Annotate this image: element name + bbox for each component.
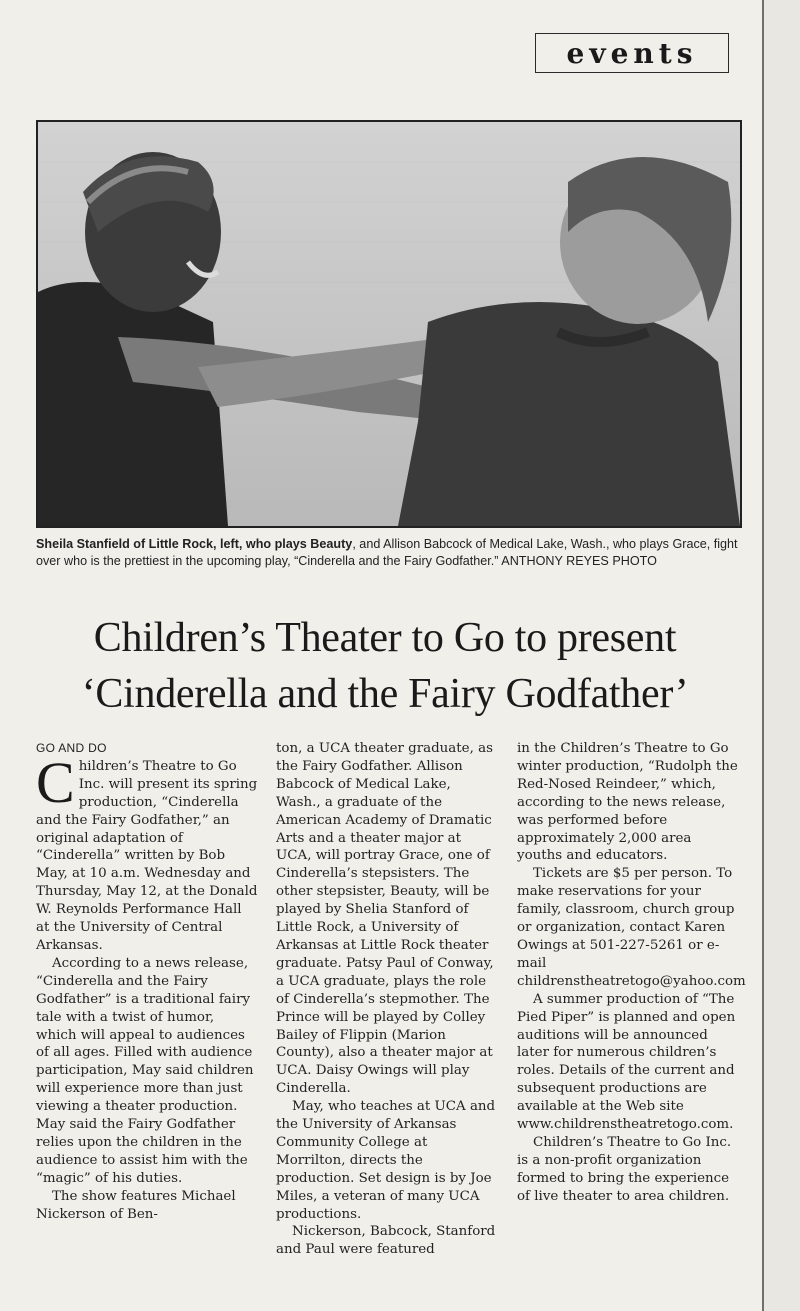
article-column-1 xyxy=(36,740,258,1223)
paragraph: Tickets are $5 per person. To make reservations for your family, classroom, church group or organization, contact Karen Owings at 501-227-5261 or e-mail childrenstheatretogo@yahoo.com xyxy=(517,866,746,989)
article-column-3 xyxy=(517,740,746,1206)
caption-text: , and Allison Babcock of Medical Lake, Wash., who plays Grace, fight over who is the prettiest in the upcoming play, “Cinderella and the Fairy Godfather.” xyxy=(36,537,738,568)
headline-line-2: ‘Cinderella and the Fairy Godfather’ xyxy=(81,671,689,717)
kicker: GO AND DO xyxy=(36,741,107,755)
section-label: events xyxy=(535,33,729,73)
paragraph-text: hildren’s Theatre to Go Inc. will present its spring production, “Cinderella and the Fairy Godfather,” an original adaptation of “Cinderella” written by Bob May, at 10 a.m. Wednesday and Thursday, May 12, at the Donald W. Reynolds Performance Hall at the University of Central Arkansas. xyxy=(36,758,258,953)
headline-line-1: Children’s Theater to Go to present xyxy=(93,615,677,661)
paragraph: Nickerson, Babcock, Stanford and Paul were featured xyxy=(276,1224,496,1258)
page-edge xyxy=(764,0,800,1311)
paragraph: in the Children’s Theatre to Go winter production, “Rudolph the Red-Nosed Reindeer,” which, according to the news release, was performed before approximately 2,000 area youths and educators. xyxy=(517,741,738,864)
article-column-2 xyxy=(276,740,498,1259)
photo-illustration xyxy=(38,122,740,526)
headline xyxy=(20,610,750,722)
paragraph: ton, a UCA theater graduate, as the Fairy Godfather. Allison Babcock of Medical Lake, Wash., a graduate of the American Academy of Dramatic Arts and a theater major at UCA, will portray Grace, one of Cinderella’s stepsisters. The other stepsister, Beauty, will be played by Shelia Stanford of Little Rock, a University of Arkansas at Little Rock theater graduate. Patsy Paul of Conway, a UCA graduate, plays the role of Cinderella’s stepmother. The Prince will be played by Colley Bailey of Flippin (Marion County), also a theater major at UCA. Daisy Owings will play Cinderella. xyxy=(276,741,494,1097)
caption-bold: Sheila Stanfield of Little Rock, left, who plays Beauty xyxy=(36,537,353,551)
paragraph: May, who teaches at UCA and the University of Arkansas Community College at Morrilton, directs the production. Set design is by Joe Miles, a veteran of many UCA productions. xyxy=(276,1099,496,1222)
paragraph: The show features Michael Nickerson of Ben- xyxy=(36,1188,236,1222)
paragraph xyxy=(36,749,258,955)
paragraph: A summer production of “The Pied Piper” is planned and open auditions will be announced later for numerous children’s roles. Details of the current and subsequent productions are available at the Web site www.childrenstheatretogo.com. xyxy=(517,991,736,1133)
drop-cap: C xyxy=(36,749,75,815)
paragraph: According to a news release, “Cinderella and the Fairy Godfather” is a traditional fairy tale with a twist of humor, which will appeal to audiences of all ages. Filled with audience participation, May said children will experience more than just viewing a theater production. May said the Fairy Godfather relies upon the children in the audience to assist him with the “magic” of his duties. xyxy=(36,955,254,1186)
photo-credit: ANTHONY REYES PHOTO xyxy=(501,554,657,568)
photo-caption xyxy=(36,536,746,570)
paragraph: Children’s Theatre to Go Inc. is a non-profit organization formed to bring the experience of live theater to area children. xyxy=(517,1134,732,1204)
article-photo xyxy=(36,120,742,528)
